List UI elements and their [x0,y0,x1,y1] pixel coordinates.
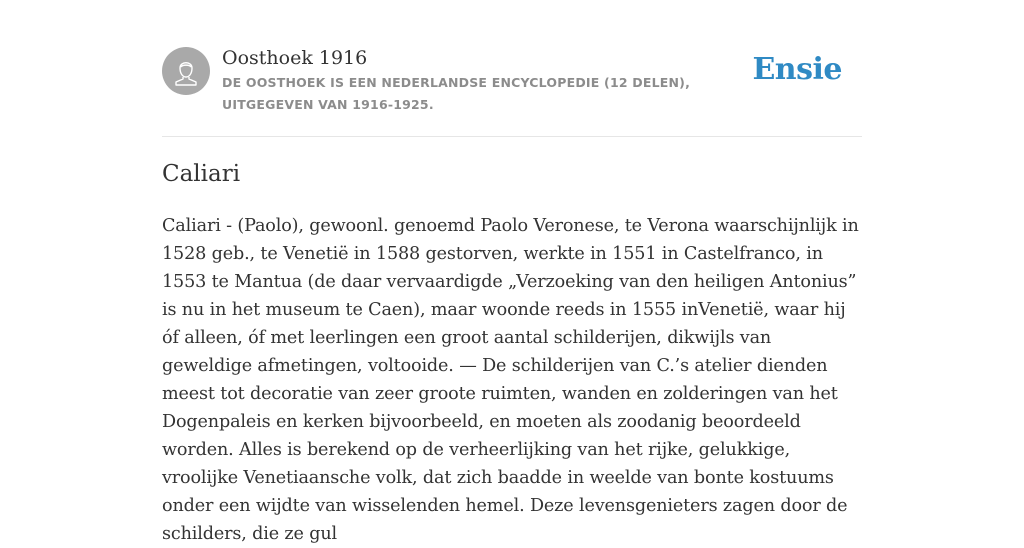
source-name[interactable]: Oosthoek 1916 [222,47,368,69]
entry-title: Caliari [162,161,241,187]
source-description: DE OOSTHOEK IS EEN NEDERLANDSE ENCYCLOPEDIE (12 DELEN), UITGEGEVEN VAN 1916-1925. [222,75,691,112]
ensie-logo[interactable]: Ensie [752,52,842,87]
source-avatar[interactable] [162,47,210,95]
source-header [162,0,862,137]
page [162,0,862,544]
user-silhouette-icon [162,47,210,95]
entry-body: Caliari - (Paolo), gewoonl. genoemd Paolo Veronese, te Verona waarschijnlijk in 1528 geb., te Venetië in 1588 gestorven, werkte in 1551 in Castelfranco, in 1553 te Mantua (de daar vervaardigde „Verzoeking van den heiligen Antonius” is nu in het museum te Caen), maar woonde reeds in 1555 inVenetië, waar hij óf alleen, óf met leerlingen een groot aantal schilderijen, dikwijls van geweldige afmetingen, voltooide. — De schilderijen van C.’s atelier dienden meest tot decoratie van zeer groote ruimten, wanden en zolderingen van het Dogenpaleis en kerken bijvoorbeeld, en moeten als zoodanig beoordeeld worden. Alles is berekend op de verheerlijking van het rijke, gelukkige, vroolijke Venetiaansche volk, dat zich baadde in weelde van bonte kostuums onder een wijdte van wisselenden hemel. Deze levensgenieters zagen door de schilders, die ze gul [162,216,859,544]
